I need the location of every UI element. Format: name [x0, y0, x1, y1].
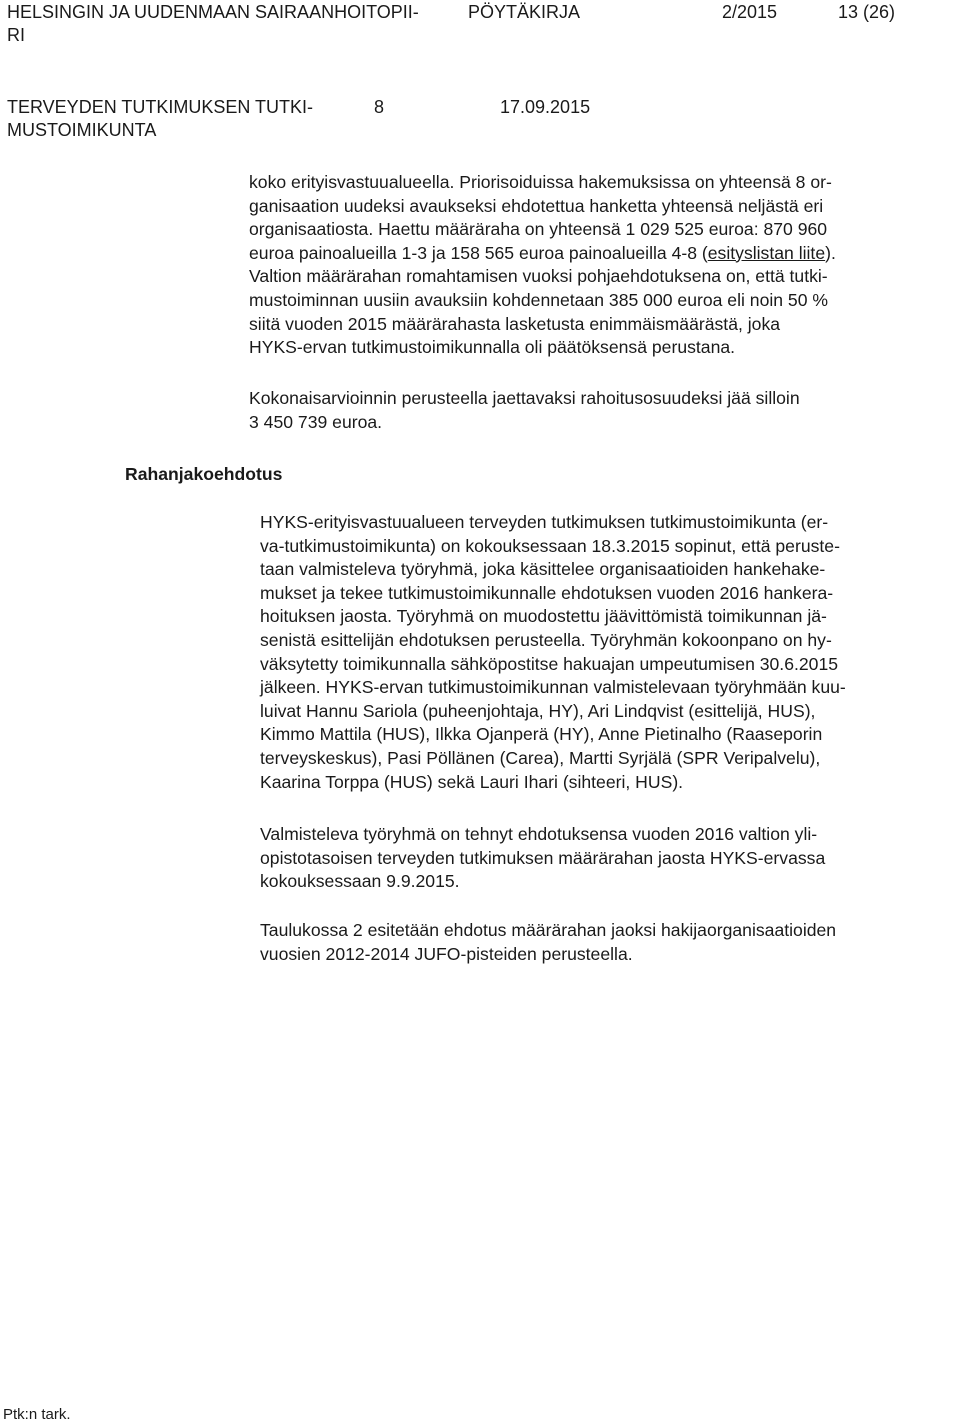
committee-name	[7, 96, 313, 142]
text-line: jälkeen. HYKS-ervan tutkimustoimikunnan valmistelevaan työryhmään kuu-	[260, 677, 846, 698]
text-line: va-tutkimustoimikunta) on kokouksessaan 18.3.2015 sopinut, että peruste-	[260, 535, 840, 556]
proposal-paragraph-1	[260, 511, 846, 794]
text-line: taan valmisteleva työryhmä, joka käsittelee organisaatioiden hankehake-	[260, 559, 826, 580]
committee-name-line-2: MUSTOIMIKUNTA	[7, 120, 157, 140]
minutes-checker-note: Ptk:n tark.	[3, 1406, 71, 1423]
text-line: terveyskeskus), Pasi Pöllänen (Carea), Martti Syrjälä (SPR Veripalvelu),	[260, 747, 821, 768]
text-line: kokouksessaan 9.9.2015.	[260, 871, 460, 892]
text-line: siitä vuoden 2015 määrärahasta lasketusta enimmäismäärästä, joka	[249, 313, 781, 334]
text-line: hoituksen jaosta. Työryhmä on muodostettu jäävittömistä toimikunnan jä-	[260, 606, 827, 627]
text-segment: ).	[825, 242, 836, 263]
document-number: 2/2015	[722, 2, 778, 22]
text-line: mustoiminnan uusiin avauksiin kohdennetaan 385 000 euroa eli noin 50 %	[249, 289, 829, 310]
proposal-paragraph-2	[260, 823, 825, 894]
text-line: HYKS-erityisvastuualueen terveyden tutkimuksen tutkimustoimikunta (er-	[260, 512, 829, 532]
text-line: organisaatiosta. Haettu määräraha on yhteensä 1 029 525 euroa: 870 960	[249, 219, 828, 240]
text-line: ganisaation uudeksi avaukseksi ehdotettua hanketta yhteensä neljästä eri	[249, 195, 824, 216]
proposal-paragraph-3	[260, 919, 836, 966]
text-line: luivat Hannu Sariola (puheenjohtaja, HY), Ari Lindqvist (esittelijä, HUS),	[260, 700, 816, 721]
text-line: Valtion määrärahan romahtamisen vuoksi pohjaehdotuksena on, että tutki-	[249, 266, 828, 287]
organization-name-line-1: HELSINGIN JA UUDENMAAN SAIRAANHOITOPII-	[7, 2, 419, 22]
intro-paragraph	[249, 171, 836, 360]
section-heading-rahanjakoehdotus: Rahanjakoehdotus	[125, 464, 283, 484]
section-number: 8	[374, 97, 385, 117]
document-type: PÖYTÄKIRJA	[468, 2, 581, 22]
text-line: HYKS-ervan tutkimustoimikunnalla oli päätöksensä perustana.	[249, 337, 736, 358]
text-line: 3 450 739 euroa.	[249, 411, 383, 432]
text-line	[249, 242, 836, 266]
page-number: 13 (26)	[838, 2, 896, 22]
text-line: senistä esittelijän ehdotuksen perusteella. Työryhmän kokoonpano on hy-	[260, 629, 832, 650]
text-line: Kaarina Torppa (HUS) sekä Lauri Ihari (sihteeri, HUS).	[260, 771, 684, 792]
text-line: mukset ja tekee tutkimustoimikunnalle ehdotuksen vuoden 2016 hankera-	[260, 582, 834, 603]
text-segment: euroa painoalueilla 1-3 ja 158 565 euroa painoalueilla 4-8 (	[249, 242, 708, 263]
text-line: väksytetty toimikunnalla sähköpostitse hakuajan umpeutumisen 30.6.2015	[260, 653, 839, 674]
text-line: Kimmo Mattila (HUS), Ilkka Ojanperä (HY), Anne Pietinalho (Raaseporin	[260, 724, 823, 745]
attachment-link[interactable]: esityslistan liite	[707, 242, 826, 263]
text-line: Kokonaisarvioinnin perusteella jaettavaksi rahoitusosuudeksi jää silloin	[249, 388, 800, 408]
meeting-date: 17.09.2015	[500, 97, 591, 117]
text-line: opistotasoisen terveyden tutkimuksen määrärahan jaosta HYKS-ervassa	[260, 847, 826, 868]
organization-name	[7, 1, 419, 47]
text-line: vuosien 2012-2014 JUFO-pisteiden perusteella.	[260, 943, 633, 964]
organization-name-line-2: RI	[7, 25, 25, 45]
text-line: koko erityisvastuualueella. Priorisoiduissa hakemuksissa on yhteensä 8 or-	[249, 172, 832, 192]
text-line: Taulukossa 2 esitetään ehdotus määrärahan jaoksi hakijaorganisaatioiden	[260, 920, 837, 940]
summary-paragraph	[249, 387, 800, 434]
committee-name-line-1: TERVEYDEN TUTKIMUKSEN TUTKI-	[7, 97, 314, 117]
text-line: Valmisteleva työryhmä on tehnyt ehdotuksensa vuoden 2016 valtion yli-	[260, 824, 818, 844]
